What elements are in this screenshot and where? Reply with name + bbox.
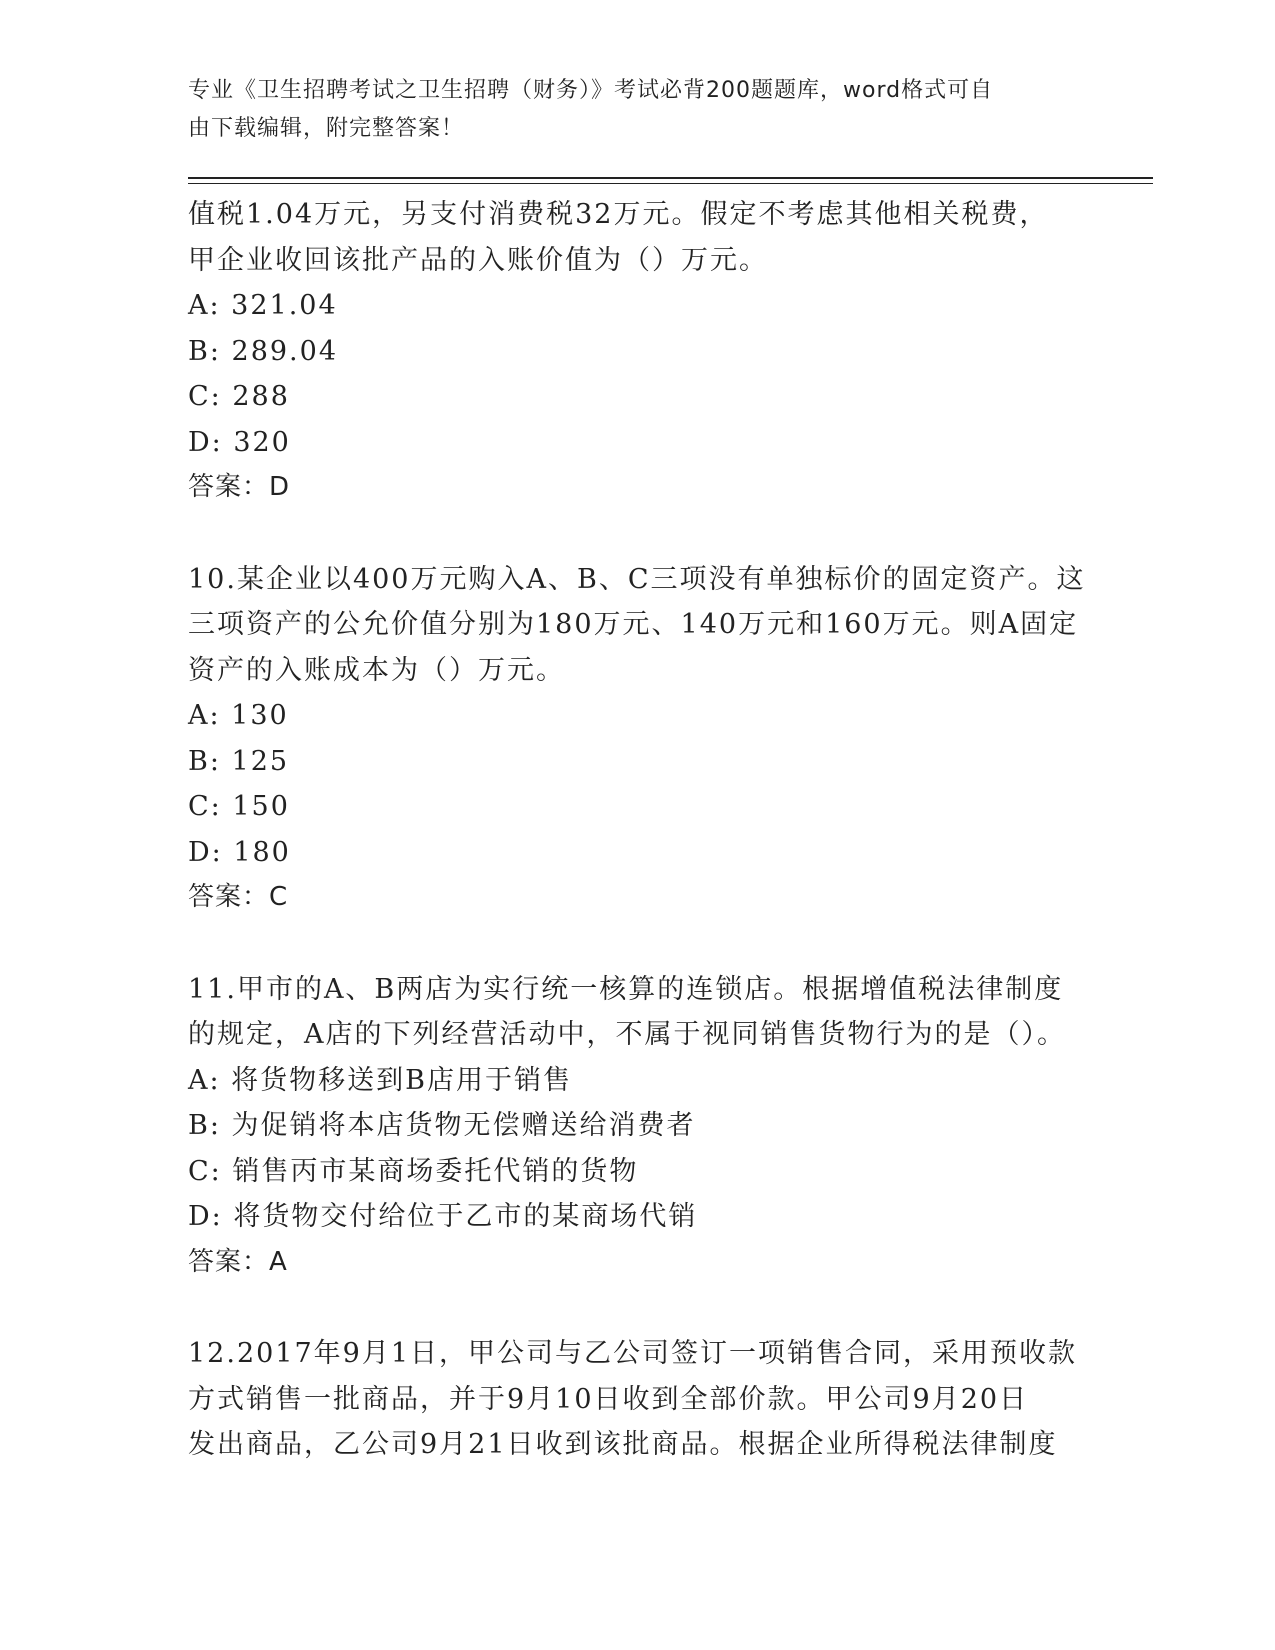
answer-line: 答案：C	[188, 882, 289, 912]
question-text-line: 发出商品，乙公司9月21日收到该批商品。根据企业所得税法律制度	[188, 1429, 1058, 1460]
answer-line: 答案：A	[188, 1246, 288, 1277]
question-block	[188, 557, 1088, 921]
question-text-line: 11.甲市的A、B两店为实行统一核算的连锁店。根据增值税法律制度	[188, 973, 1064, 1005]
spacer	[188, 921, 1088, 967]
spacer	[188, 511, 1088, 557]
question-text-line: 值税1.04万元，另支付消费税32万元。假定不考虑其他相关税费，	[188, 199, 1049, 230]
header-divider-thick	[188, 177, 1153, 179]
question-text-line: 的规定，A店的下列经营活动中，不属于视同销售货物行为的是（）。	[188, 1019, 1066, 1050]
question-block	[188, 1331, 1088, 1468]
option-a: A: 321.04	[188, 290, 338, 321]
option-b: B: 125	[188, 745, 290, 777]
question-block	[188, 967, 1088, 1286]
option-b: B: 289.04	[188, 335, 338, 367]
option-d: D: 180	[188, 836, 291, 868]
question-text-line: 甲企业收回该批产品的入账价值为（）万元。	[188, 244, 768, 276]
question-text-line: 10.某企业以400万元购入A、B、C三项没有单独标价的固定资产。这	[188, 563, 1086, 595]
option-c: C: 销售丙市某商场委托代销的货物	[188, 1155, 639, 1187]
option-b: B: 为促销将本店货物无偿赠送给消费者	[188, 1110, 696, 1141]
document-header	[188, 72, 1068, 148]
option-c: C: 150	[188, 791, 290, 822]
question-block	[188, 192, 1088, 511]
header-line-2: 由下载编辑，附完整答案！	[188, 116, 465, 141]
header-line-1: 专业《卫生招聘考试之卫生招聘（财务）》考试必背200题题库，word格式可自	[188, 78, 994, 103]
option-c: C: 288	[188, 381, 290, 412]
spacer	[188, 1285, 1088, 1331]
option-d: D: 320	[188, 426, 291, 458]
question-text-line: 12.2017年9月1日，甲公司与乙公司签订一项销售合同，采用预收款	[188, 1338, 1078, 1369]
option-a: A: 将货物移送到B店用于销售	[188, 1064, 573, 1096]
option-a: A: 130	[188, 700, 289, 731]
question-text-line: 三项资产的公允价值分别为180万元、140万元和160万元。则A固定	[188, 609, 1079, 640]
question-text-line: 方式销售一批商品，并于9月10日收到全部价款。甲公司9月20日	[188, 1383, 1029, 1415]
option-d: D: 将货物交付给位于乙市的某商场代销	[188, 1201, 698, 1232]
answer-line: 答案：D	[188, 472, 291, 502]
header-divider-thin	[188, 183, 1153, 184]
questions-body	[188, 192, 1088, 1468]
question-text-line: 资产的入账成本为（）万元。	[188, 654, 565, 686]
